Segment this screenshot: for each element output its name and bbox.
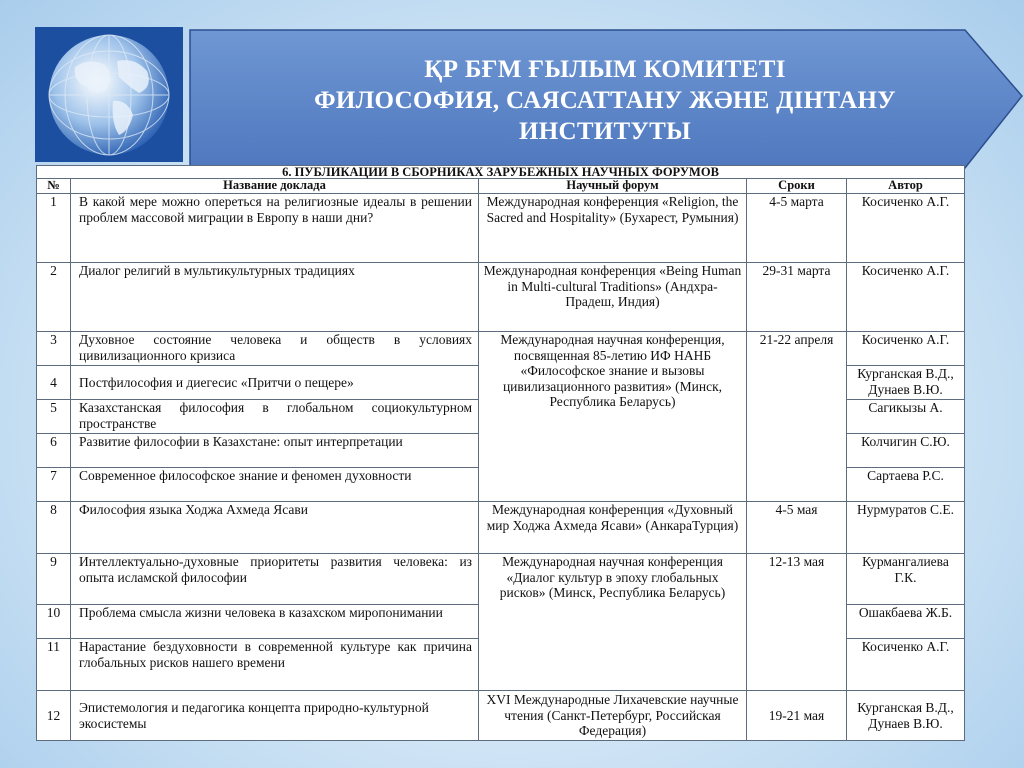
publications-table <box>36 165 965 741</box>
row-author: Ошакбаева Ж.Б. <box>847 605 965 639</box>
table-row <box>37 263 965 332</box>
row-date: 4-5 мая <box>747 502 847 554</box>
row-name: Нарастание бездуховности в современной культуре как причина глобальных рисков нашего времени <box>71 639 479 691</box>
row-name: Эпистемология и педагогика концепта природно-культурной экосистемы <box>71 691 479 741</box>
row-name: Духовное состояние человека и обществ в условиях цивилизационного кризиса <box>71 332 479 366</box>
row-name: Современное философское знание и феномен духовности <box>71 468 479 502</box>
col-header-date: Сроки <box>747 179 847 194</box>
table-caption: 6. ПУБЛИКАЦИИ В СБОРНИКАХ ЗАРУБЕЖНЫХ НАУЧНЫХ ФОРУМОВ <box>37 166 965 179</box>
table-row <box>37 691 965 741</box>
title-line-1: ҚР БҒМ ҒЫЛЫМ КОМИТЕТІ <box>424 56 786 83</box>
row-author: Косиченко А.Г. <box>847 332 965 366</box>
row-num: 7 <box>37 468 71 502</box>
row-date: 21-22 апреля <box>747 332 847 502</box>
col-header-num: № <box>37 179 71 194</box>
row-name: В какой мере можно опереться на религиозные идеалы в решении проблем массовой миграции в Европу в наши дни? <box>71 194 479 263</box>
row-author: Нурмуратов С.Е. <box>847 502 965 554</box>
col-header-author: Автор <box>847 179 965 194</box>
row-forum: XVI Международные Лихачевские научные чтения (Санкт-Петербург, Российская Федерация) <box>479 691 747 741</box>
row-num: 1 <box>37 194 71 263</box>
row-num: 11 <box>37 639 71 691</box>
row-author: Сартаева Р.С. <box>847 468 965 502</box>
row-name: Диалог религий в мультикультурных традициях <box>71 263 479 332</box>
row-author: Косиченко А.Г. <box>847 639 965 691</box>
row-author: Курмангалиева Г.К. <box>847 554 965 605</box>
row-author: Косиченко А.Г. <box>847 263 965 332</box>
row-date: 12-13 мая <box>747 554 847 691</box>
row-name: Проблема смысла жизни человека в казахском миропонимании <box>71 605 479 639</box>
page-title <box>255 54 955 147</box>
row-num: 4 <box>37 366 71 400</box>
row-forum: Международная научная конференция «Диалог культур в эпоху глобальных рисков» (Минск, Республика Беларусь) <box>479 554 747 691</box>
col-header-name: Название доклада <box>71 179 479 194</box>
row-forum: Международная конференция «Religion, the Sacred and Hospitality» (Бухарест, Румыния) <box>479 194 747 263</box>
row-author: Курганская В.Д., Дунаев В.Ю. <box>847 691 965 741</box>
row-num: 5 <box>37 400 71 434</box>
row-num: 2 <box>37 263 71 332</box>
row-name: Развитие философии в Казахстане: опыт интерпретации <box>71 434 479 468</box>
row-num: 10 <box>37 605 71 639</box>
row-author: Курганская В.Д., Дунаев В.Ю. <box>847 366 965 400</box>
table-row <box>37 194 965 263</box>
row-date: 19-21 мая <box>747 691 847 741</box>
row-num: 8 <box>37 502 71 554</box>
row-num: 3 <box>37 332 71 366</box>
row-forum: Международная конференция «Духовный мир Ходжа Ахмеда Ясави» (АнкараТурция) <box>479 502 747 554</box>
table-row <box>37 332 965 366</box>
row-author: Сагикызы А. <box>847 400 965 434</box>
row-author: Косиченко А.Г. <box>847 194 965 263</box>
title-line-2: ФИЛОСОФИЯ, САЯСАТТАНУ ЖӘНЕ ДІНТАНУ <box>314 87 896 114</box>
row-num: 6 <box>37 434 71 468</box>
row-date: 29-31 марта <box>747 263 847 332</box>
row-name: Философия языка Ходжа Ахмеда Ясави <box>71 502 479 554</box>
row-forum: Международная конференция «Being Human in Multi-cultural Traditions» (Андхра-Прадеш, Индия) <box>479 263 747 332</box>
row-date: 4-5 марта <box>747 194 847 263</box>
row-num: 9 <box>37 554 71 605</box>
table-row <box>37 502 965 554</box>
title-line-3: ИНСТИТУТЫ <box>518 118 691 145</box>
row-name: Постфилософия и диегесис «Притчи о пещере» <box>71 366 479 400</box>
table-row <box>37 554 965 605</box>
row-num: 12 <box>37 691 71 741</box>
row-forum: Международная научная конференция, посвященная 85-летию ИФ НАНБ «Философское знание и вызовы цивилизационного развития» (Минск, Республика Беларусь) <box>479 332 747 502</box>
row-author: Колчигин С.Ю. <box>847 434 965 468</box>
col-header-forum: Научный форум <box>479 179 747 194</box>
row-name: Казахстанская философия в глобальном социокультурном пространстве <box>71 400 479 434</box>
row-name: Интеллектуально-духовные приоритеты развития человека: из опыта исламской философии <box>71 554 479 605</box>
